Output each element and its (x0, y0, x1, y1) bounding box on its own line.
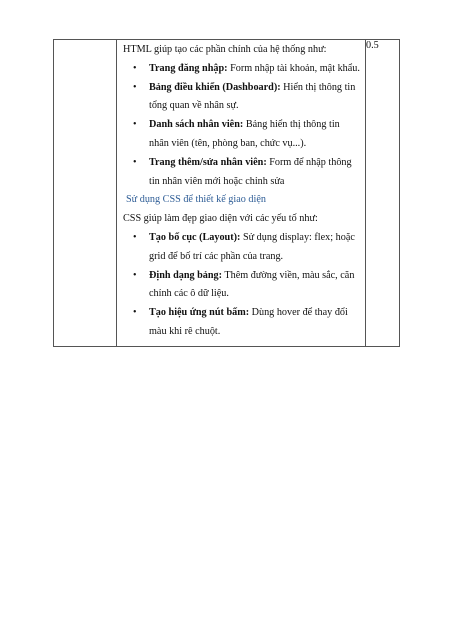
score-cell: 0.5 (366, 40, 400, 347)
css-list (123, 229, 361, 342)
item-title: Trang đăng nhập: (149, 62, 228, 74)
list-item (123, 79, 361, 117)
item-text: Form để nhập thông tin nhân viên mới hoặc chỉnh sửa (149, 156, 352, 187)
item-title: Danh sách nhân viên: (149, 119, 244, 131)
empty-cell (54, 40, 117, 347)
css-heading: Sử dụng CSS để thiết kế giao diện (126, 194, 266, 206)
html-intro: HTML giúp tạo các phần chính của hệ thống như: (123, 44, 327, 55)
content-table (53, 39, 400, 347)
table-row (54, 40, 400, 347)
html-list (123, 60, 361, 192)
item-text: Sử dụng display: flex; hoặc grid để bố trí các phần của trang. (149, 231, 355, 262)
item-text: Thêm đường viền, màu sắc, căn chỉnh các ô dữ liệu. (149, 269, 355, 300)
list-item (123, 116, 361, 154)
item-text: Hiển thị thông tin tổng quan về nhân sự. (149, 81, 356, 112)
item-text: Bảng hiển thị thông tin nhân viên (tên, phòng ban, chức vụ...). (149, 119, 340, 149)
item-text: Dùng hover để thay đổi màu khi rê chuột. (149, 307, 348, 337)
content-cell (117, 40, 366, 347)
list-item (123, 154, 361, 192)
item-title: Bảng điều khiển (Dashboard): (149, 81, 281, 93)
item-title: Tạo bố cục (Layout): (149, 231, 241, 243)
item-title: Trang thêm/sửa nhân viên: (149, 156, 267, 168)
item-title: Định dạng bảng: (149, 269, 223, 281)
list-item (123, 229, 361, 267)
css-intro: CSS giúp làm đẹp giao diện với các yếu tố như: (123, 213, 318, 225)
list-item (123, 60, 361, 79)
item-text: Form nhập tài khoản, mật khẩu. (227, 62, 360, 74)
list-item (123, 267, 361, 305)
item-title: Tạo hiệu ứng nút bấm: (149, 307, 250, 319)
list-item (123, 304, 361, 342)
